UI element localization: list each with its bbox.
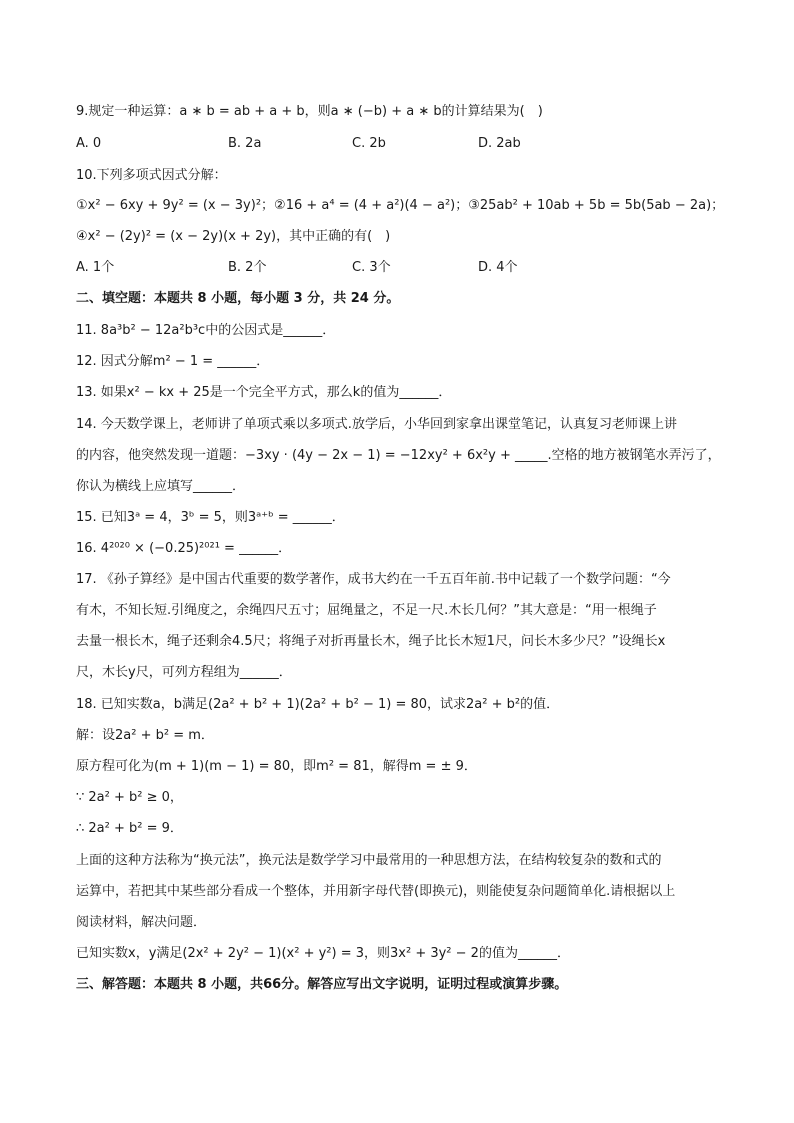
q12: 12. 因式分解m² − 1 = ______． xyxy=(76,354,270,369)
q16: 16. 4²⁰²⁰ × (−0.25)²⁰²¹ = ______． xyxy=(76,541,292,556)
q10-option-c: C. 3个 xyxy=(352,260,391,275)
q18-line7: 运算中，若把其中某些部分看成一个整体，并用新字母代替(即换元)，则能使复杂问题简单化.请根据以上 xyxy=(76,884,676,899)
q18-line1: 18. 已知实数a，b满足(2a² + b² + 1)(2a² + b² − 1) = 80，试求2a² + b²的值． xyxy=(76,697,560,712)
q9-option-d: D. 2ab xyxy=(478,136,521,151)
q9-stem: 9.规定一种运算：a ∗ b = ab + a + b，则a ∗ (−b) + a ∗ b的计算结果为( ) xyxy=(76,104,543,119)
q9-option-a: A. 0 xyxy=(76,136,102,151)
q14-line3: 你认为横线上应填写______． xyxy=(76,479,246,494)
q10-option-b: B. 2个 xyxy=(228,260,267,275)
q18-line3: 原方程可化为(m + 1)(m − 1) = 80，即m² = 81，解得m = ± 9． xyxy=(76,759,477,774)
q11: 11. 8a³b² − 12a²b³c中的公因式是______． xyxy=(76,323,336,338)
q18-line6: 上面的这种方法称为“换元法”，换元法是数学学习中最常用的一种思想方法，在结构较复杂的数和式的 xyxy=(76,853,662,868)
q9-option-b: B. 2a xyxy=(228,136,262,151)
q10-option-a: A. 1个 xyxy=(76,260,115,275)
q10-line2: ④x² − (2y)² = (x − 2y)(x + 2y)，其中正确的有( ) xyxy=(76,229,391,244)
q18-line5: ∴ 2a² + b² = 9． xyxy=(76,821,183,836)
q17-line1: 17. 《孙子算经》是中国古代重要的数学著作，成书大约在一千五百年前.书中记载了一个数学问题：“今 xyxy=(76,572,671,587)
q17-line3: 去量一根长木，绳子还剩余4.5尺；将绳子对折再量长木，绳子比长木短1尺，问长木多少尺？”设绳长x xyxy=(76,634,666,649)
q17-line4: 尺，木长y尺，可列方程组为______． xyxy=(76,665,292,680)
q14-line2: 的内容，他突然发现一道题：−3xy · (4y − 2x − 1) = −12xy² + 6x²y + _____.空格的地方被钢笔水弄污了， xyxy=(76,448,721,463)
q18-line4: ∵ 2a² + b² ≥ 0， xyxy=(76,790,183,805)
section-fill-blank-heading: 二、填空题：本题共 8 小题，每小题 3 分，共 24 分。 xyxy=(76,291,400,306)
q10-stem: 10.下列多项式因式分解： xyxy=(76,168,227,183)
q15: 15. 已知3ᵃ = 4，3ᵇ = 5，则3ᵃ⁺ᵇ = ______． xyxy=(76,510,345,525)
q17-line2: 有木，不知长短.引绳度之，余绳四尺五寸；屈绳量之，不足一尺.木长几何？”其大意是：“用一根绳子 xyxy=(76,603,657,618)
q14-line1: 14. 今天数学课上，老师讲了单项式乘以多项式.放学后，小华回到家拿出课堂笔记，认真复习老师课上讲 xyxy=(76,417,677,432)
q18-line9: 已知实数x，y满足(2x² + 2y² − 1)(x² + y²) = 3，则3x² + 3y² − 2的值为______． xyxy=(76,946,570,961)
q13: 13. 如果x² − kx + 25是一个完全平方式，那么k的值为______． xyxy=(76,385,452,400)
q10-line1: ①x² − 6xy + 9y² = (x − 3y)²；②16 + a⁴ = (4 + a²)(4 − a²)；③25ab² + 10ab + 5b = 5b(5ab − 2a)； xyxy=(76,198,725,213)
q10-option-d: D. 4个 xyxy=(478,260,518,275)
q18-line8: 阅读材料，解决问题． xyxy=(76,915,207,930)
section-answer-heading: 三、解答题：本题共 8 小题，共66分。解答应写出文字说明，证明过程或演算步骤。 xyxy=(76,977,568,992)
q18-line2: 解：设2a² + b² = m． xyxy=(76,728,214,743)
q9-option-c: C. 2b xyxy=(352,136,386,151)
